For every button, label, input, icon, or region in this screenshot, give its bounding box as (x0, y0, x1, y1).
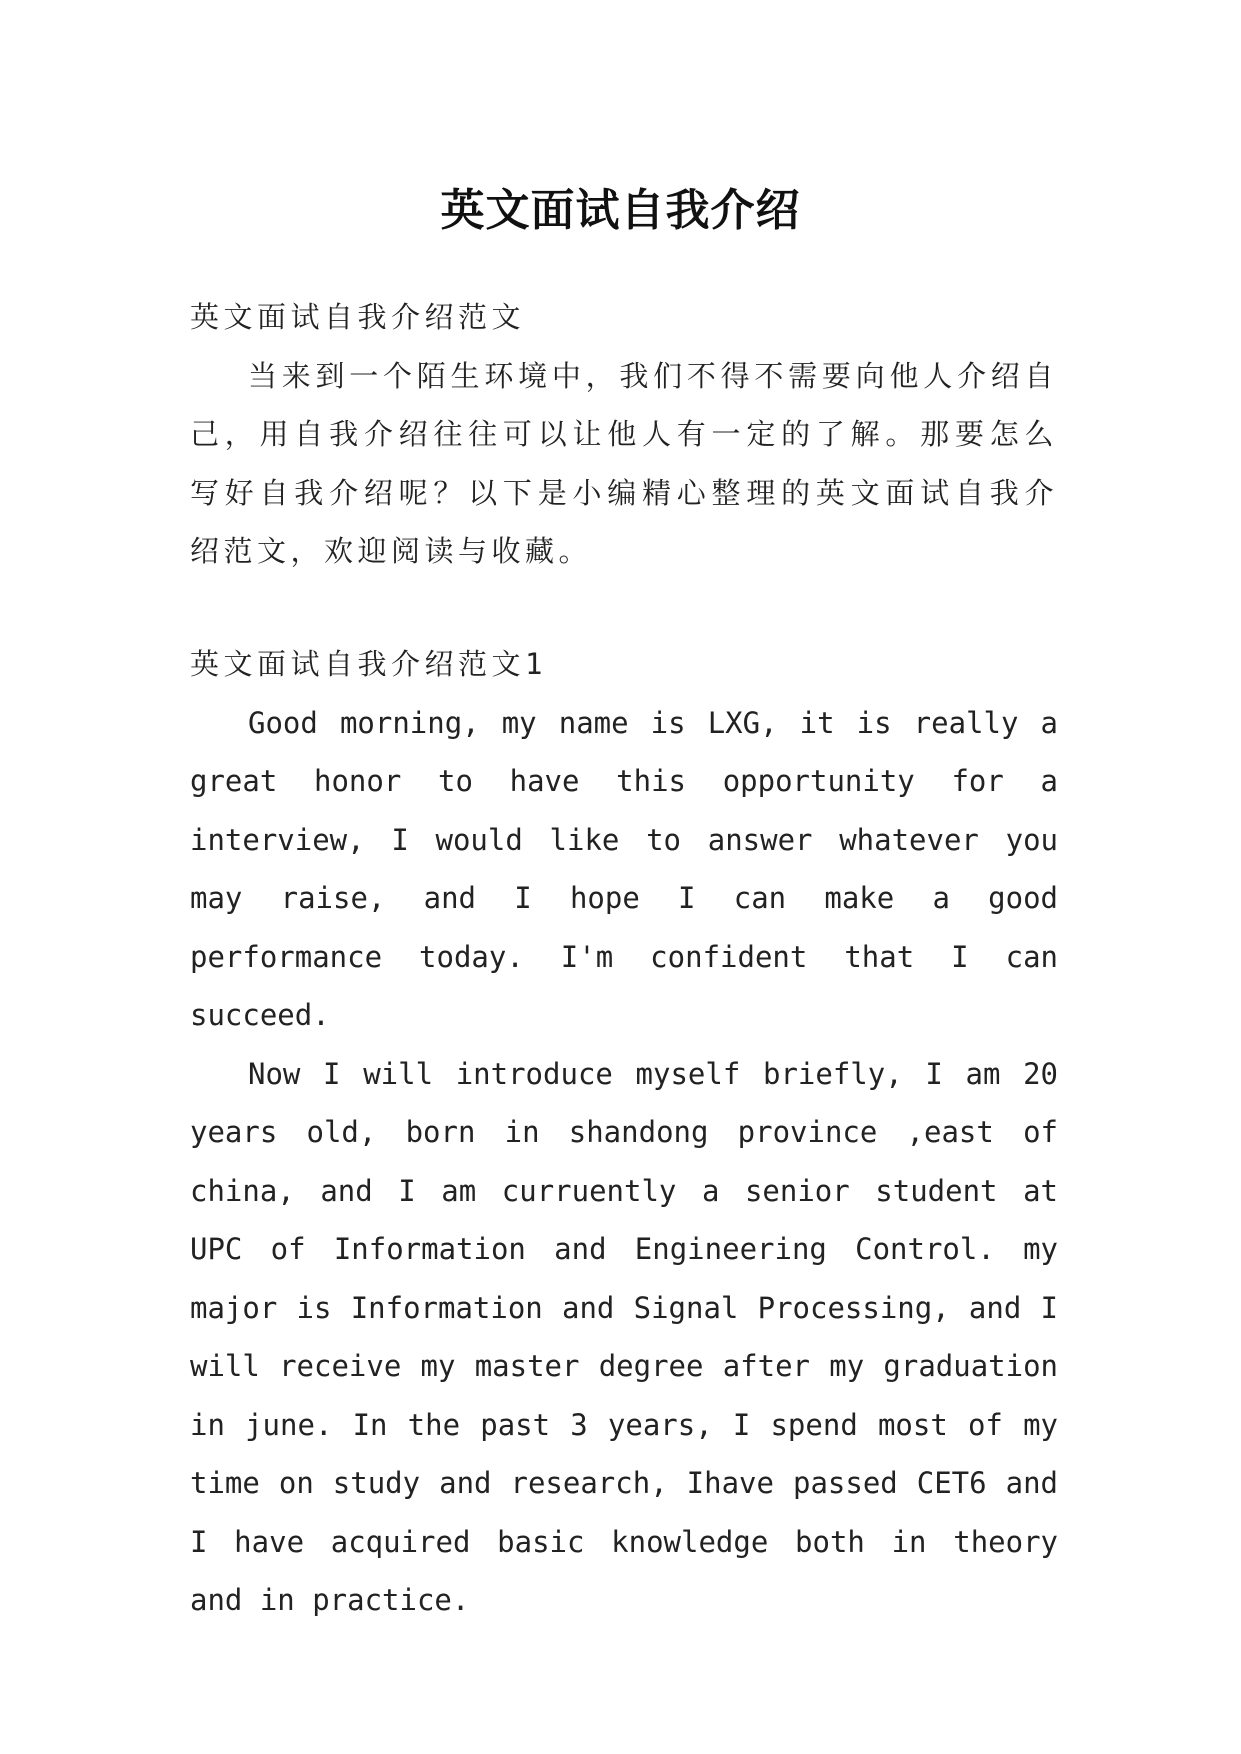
sample-1-heading: 英文面试自我介绍范文1 (190, 647, 547, 681)
intro-paragraph: 当来到一个陌生环境中，我们不得不需要向他人介绍自己，用自我介绍往往可以让他人有一定的了解。那要怎么写好自我介绍呢？以下是小编精心整理的英文面试自我介绍范文，欢迎阅读与收藏。 (190, 358, 1058, 568)
sample-1-paragraph-1: Good morning, my name is LXG, it is really a great honor to have this opportunity for a interview, I would like to answer whatever you may raise, and I hope I can make a good performance today. I'm confident that I can succeed. (190, 705, 1058, 1032)
sample-section-1 (190, 635, 1058, 1630)
intro-section (190, 288, 1058, 581)
sample-1-paragraph-2: Now I will introduce myself briefly, I am 20 years old, born in shandong province ,east of china, and I am curruently a senior student at UPC of Information and Engineering Control. my major is Information and Signal Processing, and I will receive my master degree after my graduation in june. In the past 3 years, I spend most of my time on study and research, Ihave passed CET6 and I have acquired basic knowledge both in theory and in practice. (190, 1056, 1058, 1617)
document-title: 英文面试自我介绍 (440, 185, 801, 237)
intro-heading: 英文面试自我介绍范文 (190, 300, 526, 334)
